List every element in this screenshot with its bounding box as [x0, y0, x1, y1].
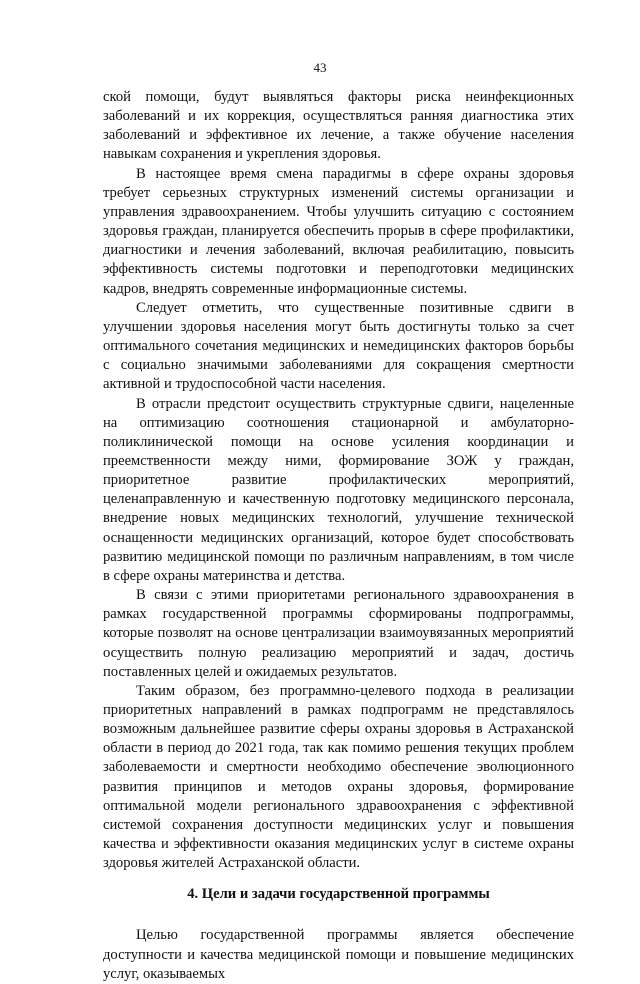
paragraph-structural-shifts: В отрасли предстоит осуществить структурные сдвиги, нацеленные на оптимизацию соотношения стационарной и амбулаторно-поликлинической помощи на основе усиления координации и преемственности между ними, формирование ЗОЖ у граждан, приоритетное развитие профилактических мероприятий, целенаправленную и качественную подготовку медицинского персонала, внедрение новых медицинских технологий, улучшение технической оснащенности медицинских организаций, которое будет способствовать развитию медицинской помощи по различным направлениям, в том числе в сфере охраны материнства и детства. [103, 395, 574, 584]
document-body [103, 88, 574, 984]
paragraph-subprograms: В связи с этими приоритетами регионального здравоохранения в рамках государственной программы сформированы подпрограммы, которые позволят на основе централизации взаимоувязанных мероприятий осуществить полную реализацию мероприятий и задач, достичь поставленных целей и ожидаемых результатов. [103, 587, 574, 680]
paragraph-positive-shifts: Следует отметить, что существенные позитивные сдвиги в улучшении здоровья населения могут быть достигнуты только за счет оптимального сочетания медицинских и немедицинских факторов борьбы с социально значимыми заболеваниями для сокращения смертности активной и трудоспособной части населения. [103, 299, 574, 393]
paragraph-program-goal: Целью государственной программы является обеспечение доступности и качества медицинской помощи и повышение медицинских услуг, оказываемых [103, 927, 574, 982]
paragraph-paradigm-shift: В настоящее время смена парадигмы в сфере охраны здоровья требует серьезных структурных изменений системы организации и управления здравоохранением. Чтобы улучшить ситуацию с состоянием здоровья граждан, планируется обеспечить прорыв в сфере профилактики, диагностики и лечения заболеваний, включая реабилитацию, повысить эффективность системы подготовки и переподготовки медицинских кадров, внедрять современные информационные системы. [103, 165, 574, 297]
paragraph-conclusion: Таким образом, без программно-целевого подхода в реализации приоритетных направлений в рамках подпрограмм не представлялось возможным дальнейшее развитие сферы охраны здоровья в Астраханской области в период до 2021 года, так как помимо решения текущих проблем заболеваемости и смертности необходимо обеспечение эволюционного развития принципов и методов охраны здоровья, формирование оптимальной модели регионального здравоохранения с эффективной системой сохранения доступности медицинских услуг и повышения качества и эффективности оказания медицинских услуг в системе охраны здоровья жителей Астраханской области. [103, 682, 574, 872]
section-heading: 4. Цели и задачи государственной программы [187, 886, 490, 903]
paragraph-continuation: ской помощи, будут выявляться факторы риска неинфекционных заболеваний и их коррекция, осуществляться ранняя диагностика этих заболеваний и эффективное их лечение, а также обучение населения навыкам сохранения и укрепления здоровья. [103, 89, 574, 163]
page-number: 43 [313, 60, 327, 75]
